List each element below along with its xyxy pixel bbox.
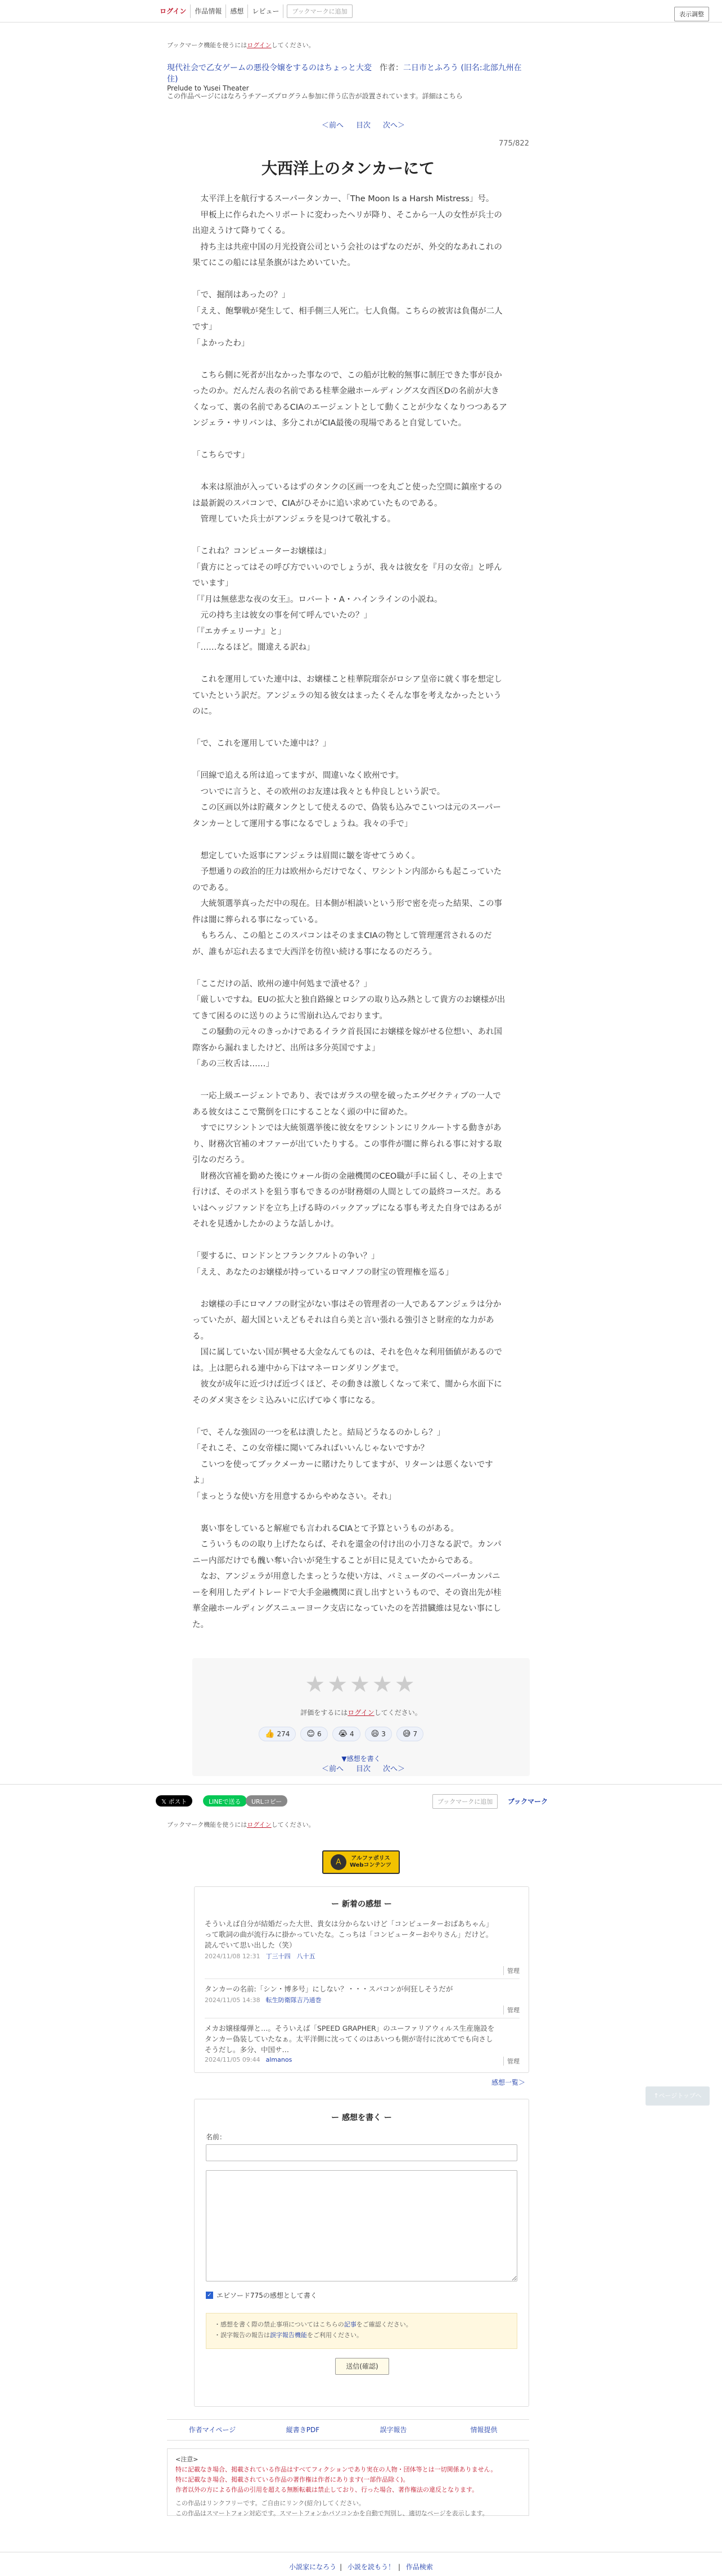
episode-title: 大西洋上のタンカーにて: [261, 159, 435, 178]
top-navigation-bar: [0, 0, 722, 22]
display-settings-button[interactable]: 表示調整: [674, 7, 709, 21]
share-bar: [156, 1795, 572, 1813]
manage-link[interactable]: 管理: [503, 2057, 520, 2066]
author-link[interactable]: 二日市とふろう (旧名:北部九州在住): [167, 64, 522, 84]
author-mypage-link[interactable]: 作者マイページ: [188, 2426, 236, 2434]
write-impression-form: [194, 2099, 529, 2407]
episode-section: [167, 139, 529, 1657]
impression-text: メカお嬢様爆弾と…。そういえば「SPEED GRAPHER」のユーファリアウィルス生産施設をタンカー偽装していたなぁ。太平洋側に沈ってくのはあいつも側が寄付に沈めてでも向さしそうだし。多分、中国サ…: [205, 2024, 495, 2054]
nav-impressions[interactable]: 感想: [226, 4, 248, 18]
reaction-laugh[interactable]: [365, 1727, 392, 1741]
rating-note-pre: 評価をするには: [300, 1709, 348, 1717]
reaction-count: 6: [317, 1730, 322, 1738]
nav-work-info[interactable]: 作品情報: [191, 4, 226, 18]
reaction-count: 7: [413, 1730, 418, 1738]
episode-counter: 775/822: [498, 139, 529, 148]
name-label: 名前：: [206, 2133, 227, 2141]
vertical-pdf-link[interactable]: 縦書きPDF: [286, 2426, 320, 2434]
impressions-list-link[interactable]: 感想一覧＞: [491, 2079, 525, 2086]
impression-text: そういえば自分が結婚だった大世、貴女は分からないけど「コンピューターおばあちゃん」って歌詞の曲が流行みに掛かっていたな。こっちは「コンピューターおやりさん」だけど。読んでいて思い出した（笑）: [205, 1919, 493, 1949]
impression-text: タンカーの名前:「シン・博多号」にしない？・・・スパコンが何狂しそうだが: [205, 1985, 453, 1993]
bottom-links: 小説家になろう | 小説を読もう！ | 作品検索: [289, 2563, 433, 2571]
footer-links: [167, 2419, 529, 2441]
impression-user[interactable]: almanos: [265, 2056, 292, 2063]
alphapolis-banner[interactable]: [322, 1850, 400, 1874]
caution-line: 特に記載なき場合、掲載されている作品はすべてフィクションであり実在の人物・団体等とは一切関係ありません。: [175, 2466, 497, 2473]
grin-sweat-icon: 😅: [402, 1730, 411, 1739]
add-bookmark-button[interactable]: ブックマークに追加: [287, 4, 352, 18]
smile-icon: 😊: [306, 1730, 315, 1739]
copy-url-button[interactable]: URLコピー: [246, 1795, 287, 1807]
series-subtitle: Prelude to Yusei Theater: [167, 84, 249, 92]
reaction-count: 4: [349, 1730, 354, 1738]
share-x-button[interactable]: 𝕏 ポスト: [156, 1795, 192, 1807]
reaction-cry[interactable]: [332, 1727, 360, 1741]
divider: [0, 1784, 722, 1785]
caution-line: この作品はリンクフリーです。ご自由にリンク(紹介)してください。: [175, 2500, 365, 2507]
star-rating[interactable]: [192, 1672, 530, 1697]
impression-date: 2024/11/08 12:31: [205, 1953, 260, 1960]
impression-item: [205, 2023, 520, 2069]
reaction-grin-sweat[interactable]: [396, 1727, 423, 1741]
laugh-icon: 😄: [371, 1730, 380, 1739]
submit-button[interactable]: 送信(確認): [335, 2358, 389, 2375]
notice2-post: をご利用ください。: [307, 2331, 363, 2339]
typo-report-link[interactable]: 誤字報告機能: [270, 2331, 307, 2339]
impression-item: [205, 1984, 520, 2018]
share-line-button[interactable]: LINEで送る: [203, 1795, 247, 1807]
impression-textarea[interactable]: [206, 2170, 517, 2281]
caution-line: 作者以外の方による作品の引用を超える無断転載は禁止しており、行った場合、著作権法の違反となります。: [175, 2486, 479, 2493]
typo-report-footer-link[interactable]: 誤字報告: [380, 2426, 407, 2434]
bookmark-note-pre: ブックマーク機能を使うには: [167, 42, 247, 49]
reaction-count: 274: [277, 1730, 290, 1738]
pager-bottom: [322, 1763, 405, 1773]
new-impressions-box: [194, 1886, 529, 2073]
star-icon[interactable]: ★: [305, 1672, 328, 1697]
impression-date: 2024/11/05 09:44: [205, 2056, 260, 2063]
rating-login-link[interactable]: ログイン: [348, 1709, 374, 1717]
notice1-post: をご確認ください。: [356, 2321, 412, 2328]
checkbox-checked-icon[interactable]: ✓: [206, 2292, 213, 2299]
bookmark-note-pre: ブックマーク機能を使うには: [167, 1821, 247, 1828]
pager-top: [322, 119, 405, 130]
star-icon[interactable]: ★: [327, 1672, 350, 1697]
form-notice: [206, 2313, 517, 2349]
caution-line: 特に記載なき場合、掲載されている作品の著作権は作者にあります(一部作品除く)。: [175, 2476, 409, 2483]
reaction-thumbs-up[interactable]: [259, 1727, 296, 1741]
reaction-count: 3: [381, 1730, 386, 1738]
logo-line1: アルファポリス: [351, 1855, 390, 1862]
impression-user[interactable]: 転生防衛隊吉乃通巻: [265, 1996, 322, 2004]
add-bookmark-button-bottom[interactable]: ブックマークに追加: [432, 1794, 498, 1809]
episode-checkbox-row[interactable]: [206, 2290, 317, 2300]
next-link[interactable]: 次へ＞: [383, 121, 405, 130]
bookmark-note: [167, 40, 529, 49]
author-label: 作者：: [380, 64, 403, 73]
logo-mark-icon: A: [331, 1854, 346, 1870]
prev-link[interactable]: ＜前へ: [322, 1765, 344, 1773]
header-nav: [156, 4, 353, 18]
notice2-pre: ・誤字報告の報告は: [214, 2331, 270, 2339]
rating-note: [192, 1708, 530, 1717]
reaction-buttons: [259, 1727, 423, 1741]
info-provide-link[interactable]: 情報提供: [470, 2426, 498, 2434]
star-icon[interactable]: ★: [372, 1672, 395, 1697]
nav-login[interactable]: ログイン: [156, 4, 191, 18]
bookmark-note-post: してください。: [271, 1821, 315, 1828]
rules-article-link[interactable]: 記事: [344, 2321, 357, 2328]
write-impression-heading: ー 感想を書く ー: [331, 2113, 392, 2122]
series-header: [167, 62, 529, 92]
manage-link[interactable]: 管理: [503, 1966, 520, 1975]
episode-checkbox-label: エピソード775の感想として書く: [216, 2292, 317, 2299]
logo-text: [350, 1855, 391, 1869]
impression-user[interactable]: 丁三十四 八十五: [265, 1953, 315, 1960]
bookmark-note-login-link[interactable]: ログイン: [247, 1821, 272, 1828]
thumbs-up-icon: 👍: [265, 1730, 275, 1739]
search-link[interactable]: 作品検索: [405, 2563, 433, 2571]
bookmark-link[interactable]: ブックマーク: [508, 1798, 548, 1805]
bookmark-note-login-link[interactable]: ログイン: [247, 42, 272, 49]
next-link[interactable]: 次へ＞: [383, 1765, 405, 1773]
rating-note-post: してください。: [374, 1709, 422, 1717]
cry-icon: 😭: [338, 1730, 348, 1739]
new-impressions-heading: ー 新着の感想 ー: [331, 1900, 392, 1909]
toc-link[interactable]: 目次: [356, 1765, 371, 1773]
star-icon[interactable]: ★: [350, 1672, 372, 1697]
toc-link[interactable]: 目次: [356, 121, 371, 130]
yomou-link[interactable]: 小説を読もう！: [347, 2563, 395, 2571]
star-icon[interactable]: ★: [394, 1672, 417, 1697]
prev-link[interactable]: ＜前へ: [322, 121, 344, 130]
ad-notice: [167, 91, 529, 101]
impression-item: [205, 1918, 520, 1979]
ad-notice-text[interactable]: この作品ページにはなろうチアーズプログラム参加に伴う広告が設置されています。詳細はこちら: [167, 92, 463, 100]
name-field[interactable]: [206, 2144, 517, 2161]
logo-line2: Webコンテンツ: [349, 1862, 392, 1868]
nav-reviews[interactable]: レビュー: [248, 4, 283, 18]
caution-box: [167, 2448, 529, 2516]
page-top-button[interactable]: ↑ページトップへ: [646, 2086, 710, 2106]
bookmark-note-bottom: [167, 1820, 529, 1829]
caution-title: <注意>: [175, 2456, 198, 2463]
bookmark-note-post: してください。: [271, 42, 315, 49]
reaction-smile[interactable]: [300, 1727, 327, 1741]
episode-body: 太平洋上を航行するスーパータンカー、「The Moon Is a Harsh Mistress」号。 甲板上に作られたヘリポートに変わったヘリが降り、そこから一人の女性が兵士の出迎えうけて降りてくる。 持ち主は共産中国の月光投資公司という会社のはずなのだが、外交的なあれこれの果てにこの船には星条旗がはためいていた。 「で、掘削はあったの？」 「ええ、飽撃戦が発生して、相手側三人死亡。七人負傷。こちらの被害は負傷が二人です」 「よかったわ」 こちら側に死者が出なかった事なので、この船が比較的無事に制圧できた事が良かったのか。だんだん表の名前である桂華金融ホールディングス女酉区Dの名前が大きくなって、裏の名前であるCIAのエージェントとして動くことが少なくなりつつあるアンジェラ・サリバンは、多分これがCIA最後の現場であると自覚していた。 「こちらです」 本来は原油が入っているはずのタンクの区画一つを丸ごと使った空間に鎮座するのは最新鋭のスパコンで、CIAがひそかに追い求めていたものである。 管理していた兵士がアンジェラを見つけて敬礼する。 「これね？コンピューターお嬢様は」 「貴方にとってはその呼び方でいいのでしょうが、我々は彼女を『月の女帝』と呼んでいます」 「『月は無慈悲な夜の女王』。ロバート・A・ハインラインの小説ね。 元の持ち主は彼女の事を何て呼んでいたの？」 「『エカチェリーナ』と」 「……なるほど。闇違える訳ね」 これを運用していた連中は、お嬢様こと桂華院瑠奈がロシア皇帝に就く事を想定していたという訳だ。アンジェラの知る彼女はまったくそんな事を考えなかったというのに。 「で、これを運用していた連中は？」 「回線で追える所は追ってますが、間違いなく欧州です。 ついでに言うと、その欧州のお友達は我々とも仲良しという訳で。 この区画以外は貯蔵タンクとして使えるので、偽装も込みでこいつは元のスーパータンカーとして運用する事になるでしょうね。我々の手で」 想定していた返事にアンジェラは眉間に皺を寄せてうめく。 予想通りの政治的圧力は欧州からだけでなく、ワシントン内部からも起こっていたのである。 大統領選挙真っただ中の現在。日本側が相談いという形で密を売った結果、この事件は闇に葬られる事になっている。 もちろん、この船とこのスパコンはそのままCIAの物として管理運営されるのだが、誰もが忘れ去るまで大西洋を彷徨い続ける事になるのだろう。 「ここだけの話、欧州の連中何処まで漬せる？」 「厳しいですね。EUの拡大と独自路線とロシアの取り込み熱として貴方のお嬢様が出てきて困るのに送りのように雪崩れ込んでおります。 この騒動の元々のきっかけであるイラク首長国にお嬢様を嫁がせる位想い、あれ国際客から漏れましたけど、出所は多分英国ですよ」 「あの三枚舌は……」 一応上級エージェントであり、表ではガラスの壁を破ったエグゼクティブの一人である彼女はここで驚倒を口にすることなく頭の中に留めた。 すでにワシントンでは大統領選挙後に彼女をワシントンにリクルートする動きがあり、財務次官補のオファーが出ていたりする。この事件が闇に葬られる事に対する取引なのだろう。 財務次官補を勤めた後にウォール街の金融機関のCEO職が手に届くし、その上まで行けば、そのポストを狙う事もできるのが財務畑の人間としての最終コースだ。あるいはヘッジファンドを立ち上げる時のバックアップになる事も考えた自身ではあるがそれを見透かしたかのような話しかけ。 「要するに、ロンドンとフランクフルトの争い？」 「ええ、あなたのお嬢様が持っているロマノフの財宝の管理権を巡る」 お嬢様の手にロマノフの財宝がない事はその管理者の一人であるアンジェラは分かっていたが、超大国といえどもそれは自ら美と言い張れる強引さと財産的な力がある。 国に属していない国が興せる大金なんてものは、それを色々な利用価値があるのでは。上は肥られる連中から下はマネーロンダリングまで。 彼女が成年に近づけば近づくほど、その動きは激しくなって来て、闇から水面下にそのダメ実さをシミ込みいに広げてゆく事になる。 「で、そんな強固の一つを私は潰したと。結局どうなるのかしら？」 「それこそ、この女帝様に聞いてみればいいんじゃないですか？ こいつを使ってブックメーカーに賭けたりしてますが、リターンは悪くないですよ」 「まっとうな使い方を用意するからやめなさい。それ」 裏い事をしていると解雇でも言われるCIAとて予算というものがある。 こういうものの取り上げたならば、それを還金の付け出の小刀さなる訳で。カンパニー内部だけでも醜い奪い合いが発生することが目に見えていたからである。 なお、アンジェラが用意したまっとうな使い方は、バミューダのペーパーカンパニーを利用したデイトレードで大手金融機関に貢し出すというもので、その資出先が桂華金融ホールディングスニューヨーク支店になっていたのを苦措臓維は見ない事にした。: [192, 194, 507, 1629]
narou-link[interactable]: 小説家になろう: [289, 2563, 337, 2571]
notice1-pre: ・感想を書く際の禁止事項についてはこちらの: [214, 2321, 344, 2328]
caution-line: この作品はスマートフォン対応です。スマートフォンかパソコンかを自動で判別し、適切なページを表示します。: [175, 2510, 489, 2517]
series-title-link[interactable]: 現代社会で乙女ゲームの悪役令嬢をするのはちょっと大変: [167, 64, 372, 73]
write-impression-toggle[interactable]: ▼感想を書く: [341, 1755, 381, 1763]
impression-date: 2024/11/05 14:38: [205, 1996, 260, 2004]
rating-box: [192, 1658, 530, 1776]
manage-link[interactable]: 管理: [503, 2005, 520, 2014]
